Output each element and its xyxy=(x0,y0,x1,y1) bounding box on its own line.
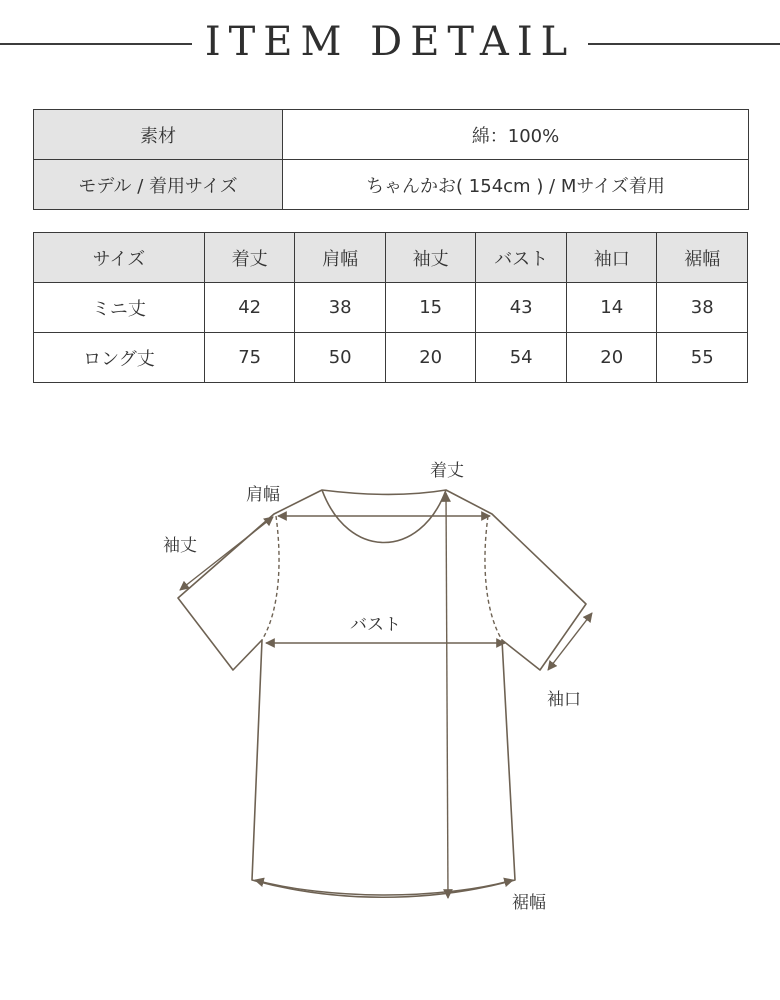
size-table-header-row xyxy=(34,233,748,283)
column-header-hem: 裾幅 xyxy=(657,233,748,283)
label-sleeve: 袖丈 xyxy=(163,536,197,556)
material-value: 綿：100% xyxy=(283,110,749,160)
table-cell: 38 xyxy=(295,283,386,333)
table-cell: 42 xyxy=(204,283,295,333)
tshirt-measurement-diagram xyxy=(0,430,780,950)
column-header-size: サイズ xyxy=(34,233,205,283)
table-cell: 20 xyxy=(385,333,476,383)
label-length: 着丈 xyxy=(430,461,464,481)
table-cell: 14 xyxy=(566,283,657,333)
table-cell: 55 xyxy=(657,333,748,383)
table-cell: 15 xyxy=(385,283,476,333)
header-rule-right xyxy=(588,43,780,45)
table-cell: 38 xyxy=(657,283,748,333)
table-cell: 50 xyxy=(295,333,386,383)
tshirt-outline xyxy=(178,490,586,897)
material-table xyxy=(33,109,749,210)
table-row xyxy=(34,333,748,383)
table-cell: 43 xyxy=(476,283,567,333)
model-row xyxy=(34,160,749,210)
size-name-cell: ロング丈 xyxy=(34,333,205,383)
column-header-cuff: 袖口 xyxy=(566,233,657,283)
label-cuff: 袖口 xyxy=(547,690,581,710)
hem-arrow xyxy=(255,880,513,895)
model-label: モデル / 着用サイズ xyxy=(34,160,283,210)
model-value: ちゃんかお( 154cm ) / Mサイズ着用 xyxy=(283,160,749,210)
page-title: ITEM DETAIL xyxy=(204,19,576,65)
table-cell: 75 xyxy=(204,333,295,383)
label-bust: バスト xyxy=(350,615,401,635)
size-name-cell: ミニ丈 xyxy=(34,283,205,333)
table-cell: 20 xyxy=(566,333,657,383)
column-header-shoulder: 肩幅 xyxy=(295,233,386,283)
length-arrow xyxy=(446,493,448,898)
column-header-length: 着丈 xyxy=(204,233,295,283)
label-hem: 裾幅 xyxy=(512,893,546,913)
table-row xyxy=(34,283,748,333)
armhole-seam-right xyxy=(485,516,502,640)
column-header-sleeve: 袖丈 xyxy=(385,233,476,283)
cuff-arrow xyxy=(548,613,592,670)
material-row xyxy=(34,110,749,160)
armhole-seam-left xyxy=(262,516,279,640)
column-header-bust: バスト xyxy=(476,233,567,283)
size-table xyxy=(33,232,748,383)
material-label: 素材 xyxy=(34,110,283,160)
page-header xyxy=(0,0,780,90)
header-rule-left xyxy=(0,43,192,45)
label-shoulder: 肩幅 xyxy=(246,485,280,505)
table-cell: 54 xyxy=(476,333,567,383)
